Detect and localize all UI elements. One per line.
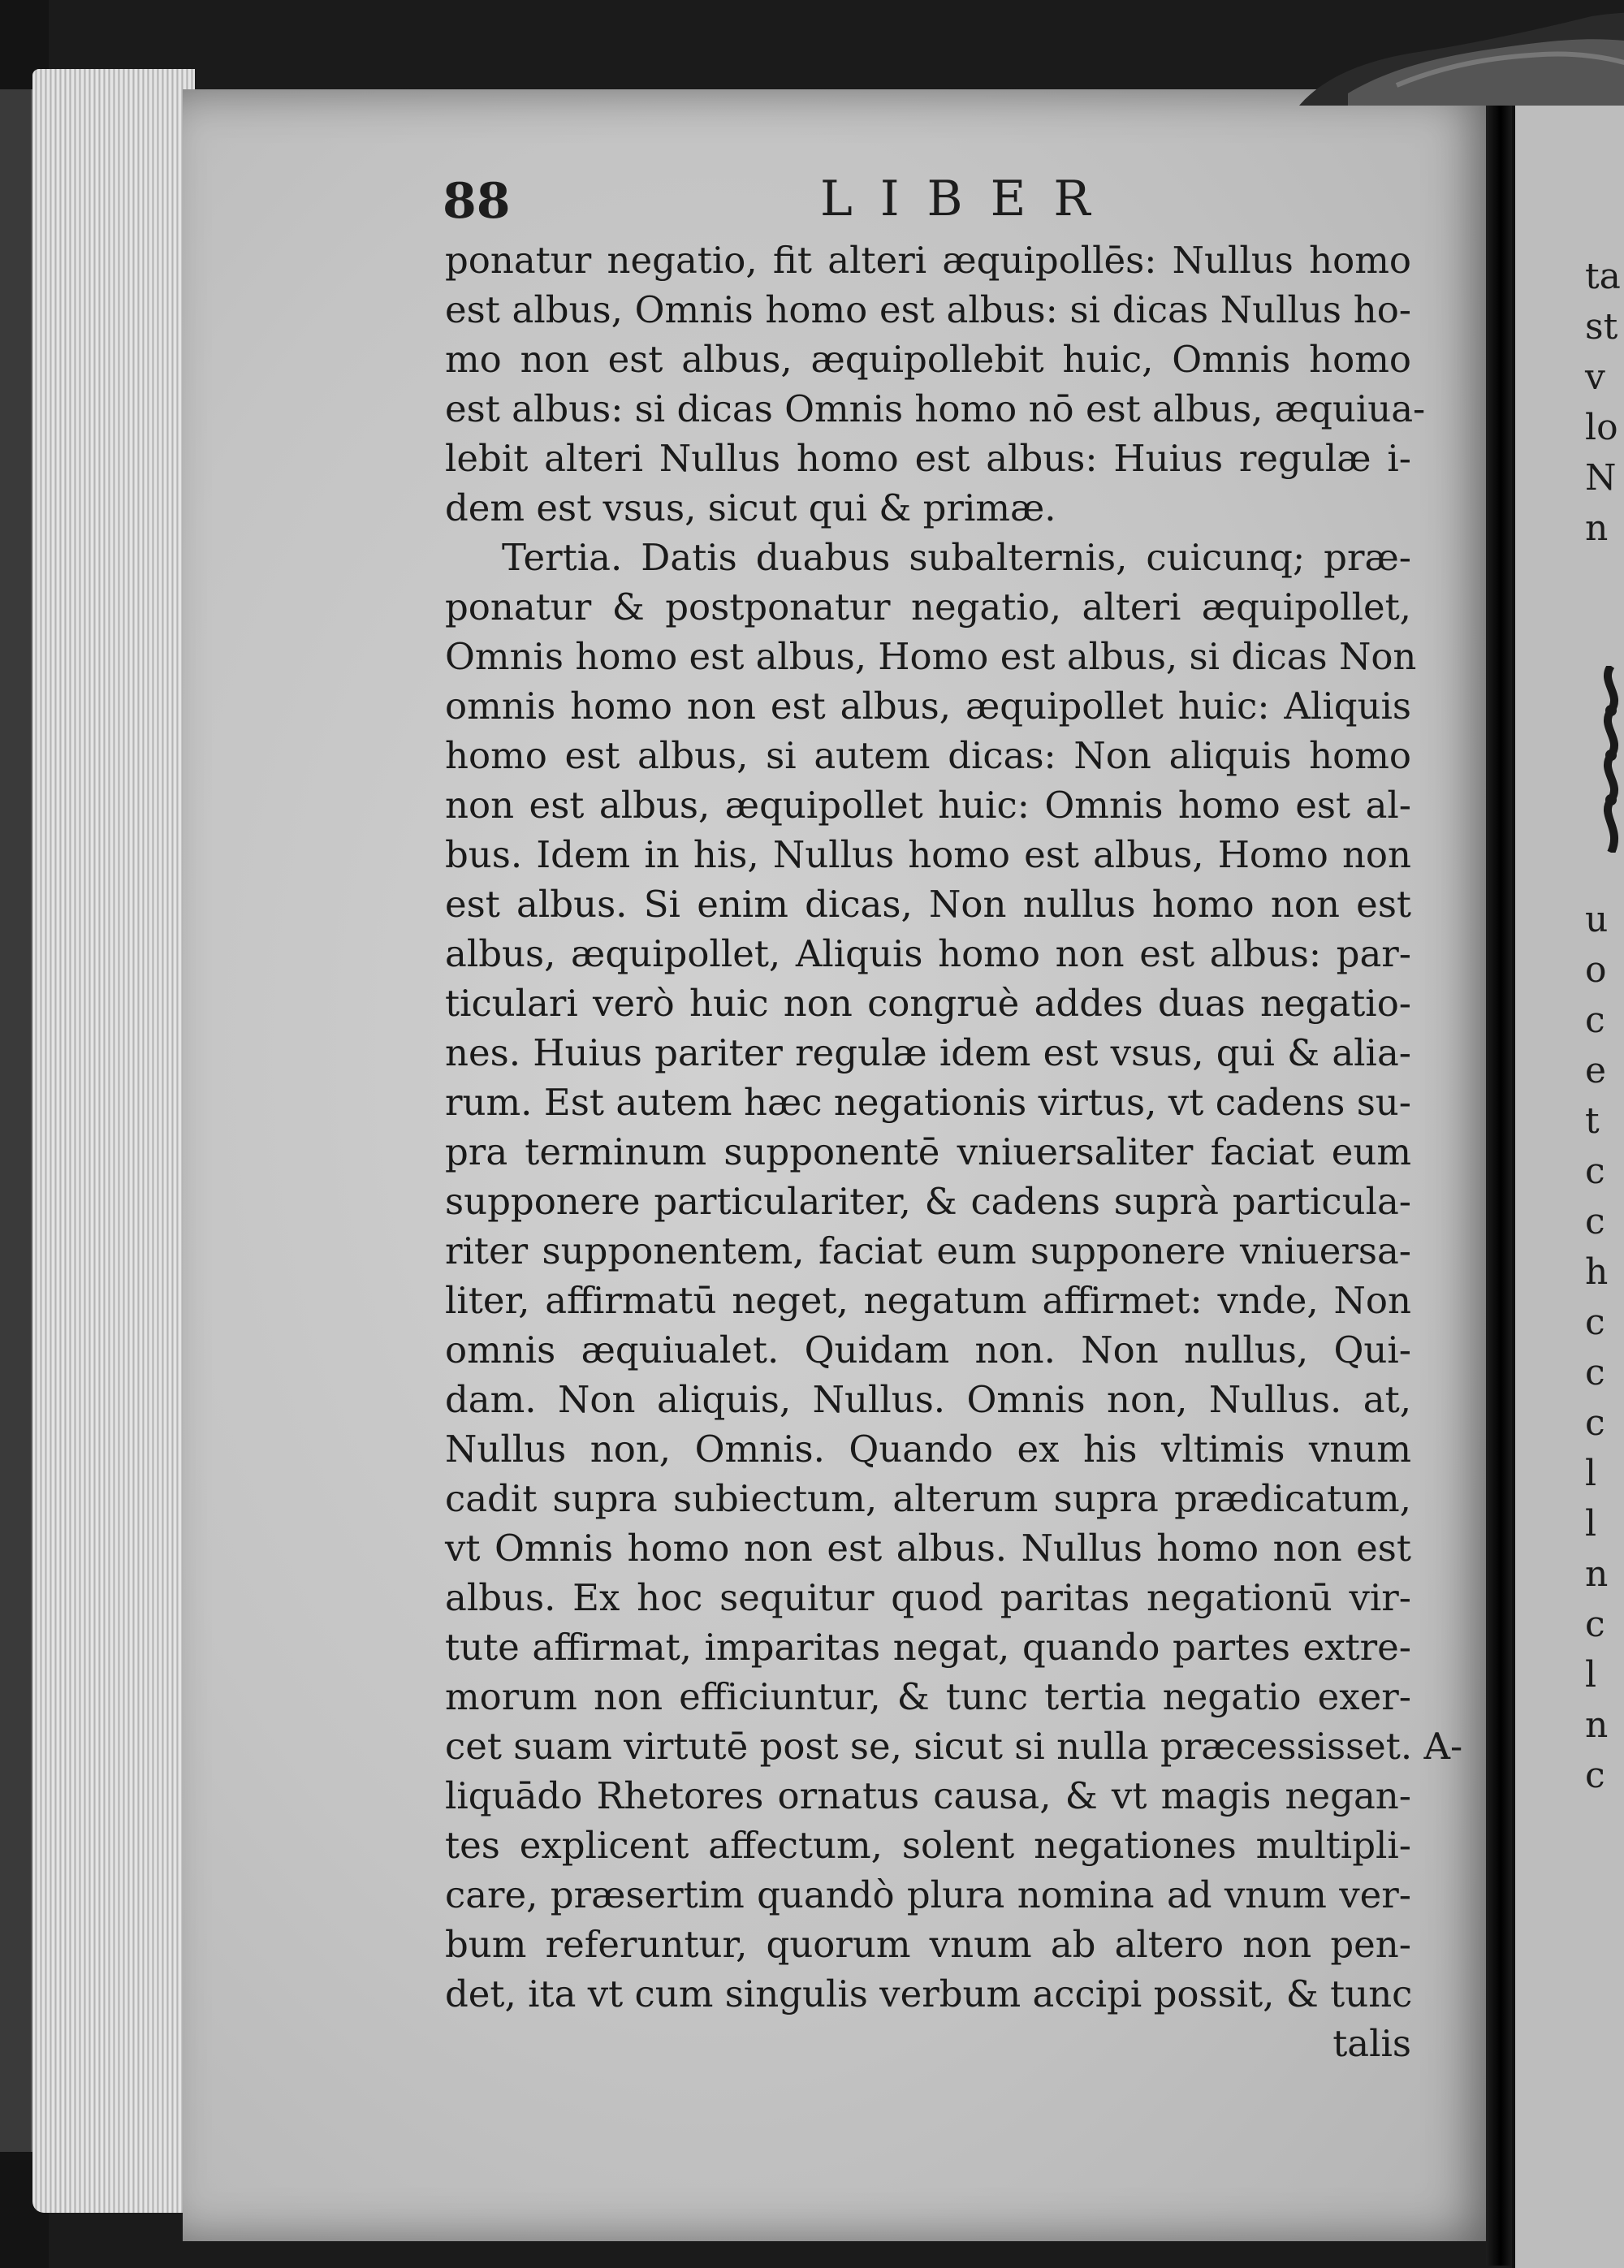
- book-cover-edge: [0, 89, 32, 2152]
- text-line: vt Omnis homo non est albus. Nullus homo non est: [445, 1527, 1411, 1570]
- text-line: est albus. Si enim dicas, Non nullus homo non est: [445, 883, 1411, 926]
- facing-fragment: l: [1585, 1503, 1597, 1544]
- text-line: est albus: si dicas Omnis homo nō est albus, æquiua-: [445, 387, 1426, 430]
- facing-fragment: st: [1585, 306, 1618, 348]
- facing-fragment: u: [1585, 899, 1609, 940]
- facing-fragment: e: [1585, 1050, 1607, 1091]
- paragraph-start-line: Tertia. Datis duabus subalternis, cuicunq; præ-: [502, 536, 1411, 579]
- text-line: homo est albus, si autem dicas: Non aliquis homo: [445, 734, 1411, 777]
- facing-fragment: ta: [1585, 256, 1621, 297]
- facing-fragment: c: [1585, 1604, 1605, 1645]
- facing-fragment: n: [1585, 1553, 1609, 1595]
- text-line: cet suam virtutē post se, sicut si nulla præcessisset. A-: [445, 1725, 1463, 1768]
- text-line: supponere particulariter, & cadens suprà particula-: [445, 1180, 1411, 1223]
- facing-fragment: o: [1585, 949, 1607, 991]
- text-line: dam. Non aliquis, Nullus. Omnis non, Nullus. at,: [445, 1378, 1411, 1421]
- text-line: bum referuntur, quorum vnum ab altero non pen-: [445, 1923, 1411, 1966]
- text-line: tute affirmat, imparitas negat, quando partes extre-: [445, 1626, 1411, 1669]
- facing-fragment: c: [1585, 1352, 1605, 1393]
- facing-fragment: lo: [1585, 407, 1618, 448]
- facing-fragment: t: [1585, 1100, 1600, 1142]
- body-text: [445, 235, 1463, 2068]
- page-number: 88: [443, 173, 511, 230]
- text-line: ponatur & postponatur negatio, alteri æquipollet,: [445, 585, 1411, 629]
- text-line: Nullus non, Omnis. Quando ex his vltimis vnum: [445, 1428, 1411, 1471]
- text-line: nes. Huius pariter regulæ idem est vsus, qui & alia-: [445, 1031, 1411, 1074]
- book-gutter: [1486, 73, 1515, 2266]
- text-line: omnis homo non est albus, æquipollet huic: Aliquis: [445, 685, 1411, 728]
- facing-fragment: c: [1585, 1402, 1605, 1444]
- text-line: liquādo Rhetores ornatus causa, & vt magis negan-: [445, 1774, 1411, 1817]
- facing-fragment: l: [1585, 1654, 1597, 1696]
- thumb-holding-page: [1299, 12, 1624, 106]
- text-line: rum. Est autem hæc negationis virtus, vt cadens su-: [445, 1081, 1411, 1124]
- facing-fragment: c: [1585, 1201, 1605, 1242]
- facing-fragment: c: [1585, 1755, 1605, 1796]
- facing-page-text: [1585, 252, 1621, 1801]
- facing-fragment: n: [1585, 1704, 1609, 1746]
- facing-fragment: N: [1585, 457, 1617, 499]
- text-line: cadit supra subiectum, alterum supra prædicatum,: [445, 1477, 1411, 1520]
- page-stack-edges: [32, 69, 195, 2213]
- text-line: non est albus, æquipollet huic: Omnis homo est al-: [445, 784, 1411, 827]
- text-line: lebit alteri Nullus homo est albus: Huius regulæ i-: [445, 437, 1411, 480]
- text-line: pra terminum supponentē vniuersaliter faciat eum: [445, 1130, 1411, 1173]
- catchword: talis: [1332, 2022, 1411, 2065]
- text-line: tes explicent affectum, solent negationes multipli-: [445, 1824, 1411, 1867]
- text-line: ponatur negatio, fit alteri æquipollēs: Nullus homo: [445, 239, 1411, 282]
- thumb-icon: [1299, 12, 1624, 106]
- facing-fragment: n: [1585, 508, 1609, 549]
- text-line: omnis æquiualet. Quidam non. Non nullus, Qui-: [445, 1328, 1411, 1372]
- facing-fragment: c: [1585, 1000, 1605, 1041]
- text-line: care, præsertim quandò plura nomina ad vnum ver-: [445, 1873, 1411, 1916]
- text-line: morum non efficiuntur, & tunc tertia negatio exer-: [445, 1675, 1411, 1718]
- facing-fragment: c: [1585, 1302, 1605, 1343]
- text-line: bus. Idem in his, Nullus homo est albus, Homo non: [445, 833, 1411, 876]
- text-line: dem est vsus, sicut qui & primæ.: [445, 486, 1056, 529]
- printer-ornament-icon: [1596, 666, 1624, 853]
- text-line: riter supponentem, faciat eum supponere vniuersa-: [445, 1229, 1411, 1272]
- text-line: est albus, Omnis homo est albus: si dicas Nullus ho-: [445, 288, 1411, 331]
- text-line: ticulari verò huic non congruè addes duas negatio-: [445, 982, 1411, 1025]
- text-line: det, ita vt cum singulis verbum accipi possit, & tunc: [445, 1972, 1413, 2015]
- facing-fragment: l: [1585, 1453, 1597, 1494]
- text-line: liter, affirmatū neget, negatum affirmet: vnde, Non: [445, 1279, 1411, 1322]
- running-title: LIBER: [820, 171, 1118, 227]
- text-line: albus. Ex hoc sequitur quod paritas negationū vir-: [445, 1576, 1411, 1619]
- text-line: mo non est albus, æquipollebit huic, Omnis homo: [445, 338, 1411, 381]
- facing-fragment: v: [1585, 356, 1605, 398]
- text-line: albus, æquipollet, Aliquis homo non est albus: par-: [445, 932, 1411, 975]
- facing-fragment: c: [1585, 1151, 1605, 1192]
- facing-fragment: h: [1585, 1251, 1609, 1293]
- text-line: Omnis homo est albus, Homo est albus, si dicas Non: [445, 635, 1417, 678]
